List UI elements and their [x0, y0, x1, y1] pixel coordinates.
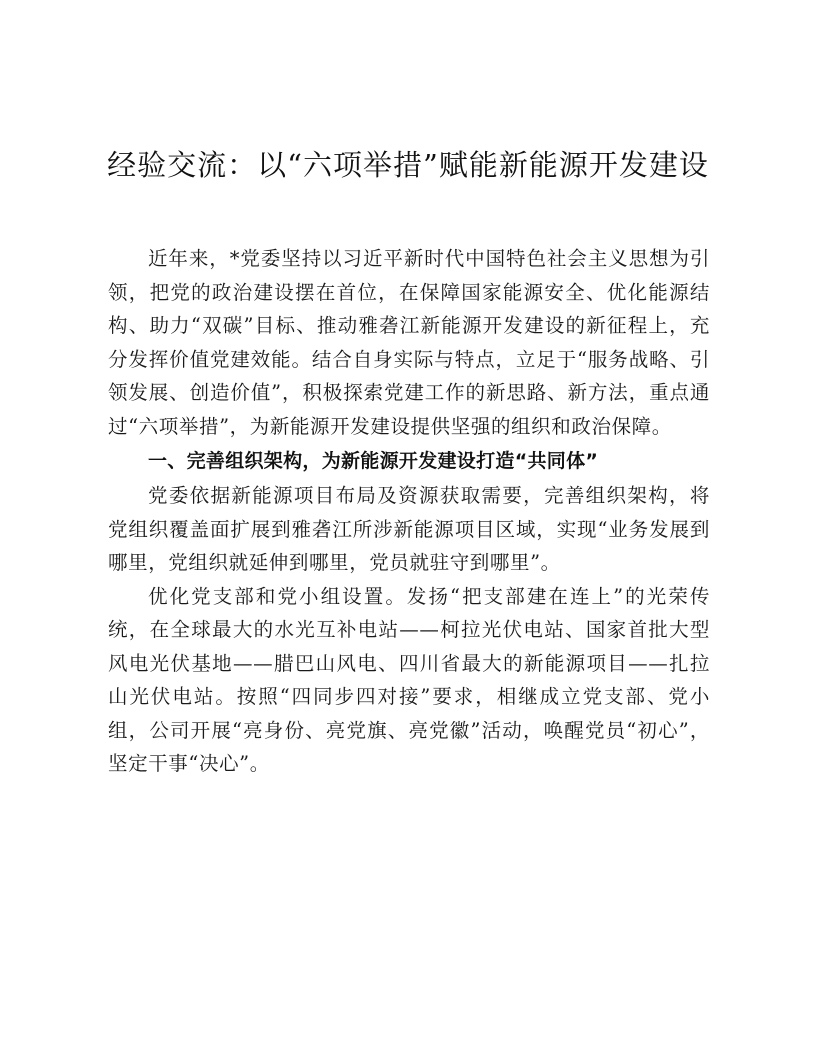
section-paragraph: 党委依据新能源项目布局及资源获取需要，完善组织架构，将党组织覆盖面扩展到雅砻江所涉新能源项目区域，实现“业务发展到哪里，党组织就延伸到哪里，党员就驻守到哪里”。 [108, 484, 710, 574]
document-title: 经验交流：以“六项举措”赋能新能源开发建设 [107, 148, 709, 182]
section-heading: 一、完善组织架构，为新能源开发建设打造“共同体” [148, 450, 599, 472]
document-body [108, 242, 710, 781]
intro-paragraph: 近年来，*党委坚持以习近平新时代中国特色社会主义思想为引领，把党的政治建设摆在首位，在保障国家能源安全、优化能源结构、助力“双碳”目标、推动雅砻江新能源开发建设的新征程上，充分发挥价值党建效能。结合自身实际与特点，立足于“服务战略、引领发展、创造价值”，积极探索党建工作的新思路、新方法，重点通过“六项举措”，为新能源开发建设提供坚强的组织和政治保障。 [108, 247, 710, 438]
section-paragraph: 优化党支部和党小组设置。发扬“把支部建在连上”的光荣传统，在全球最大的水光互补电站——柯拉光伏电站、国家首批大型风电光伏基地——腊巴山风电、四川省最大的新能源项目——扎拉山光伏电站。按照“四同步四对接”要求，相继成立党支部、党小组，公司开展“亮身份、亮党旗、亮党徽”活动，唤醒党员“初心”，坚定干事“决心”。 [108, 584, 710, 775]
